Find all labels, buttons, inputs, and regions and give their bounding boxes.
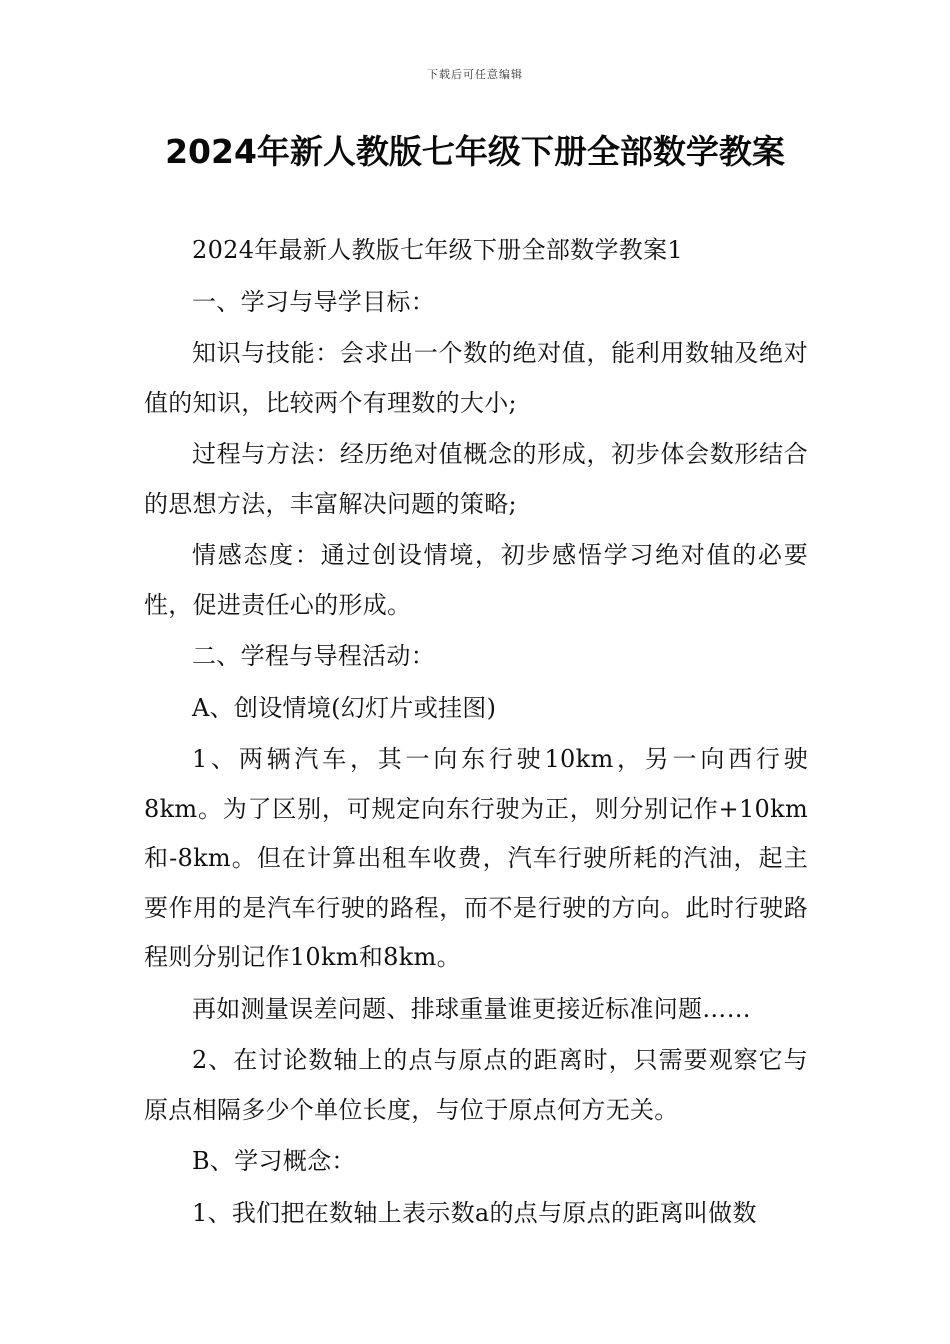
paragraph-example-more: 再如测量误差问题、排球重量谁更接近标准问题…… — [192, 994, 751, 1023]
paragraph-definition: 1、我们把在数轴上表示数a的点与原点的距离叫做数 — [192, 1198, 757, 1227]
paragraph-example-cars: 1、两辆汽车，其一向东行驶10km，另一向西行驶8km。为了区别，可规定向东行驶为正，则分别记作+10km和-8km。但在计算出租车收费，汽车行驶所耗的汽油，起主要作用的是汽车行驶的路程，而不是行驶的方向。此时行驶路程则分别记作10km和8km。 — [144, 745, 808, 971]
paragraph-subtitle: 2024年最新人教版七年级下册全部数学教案1 — [192, 236, 683, 264]
paragraph-section-heading: 二、学程与导程活动： — [192, 642, 435, 670]
header-note: 下载后可任意编辑 — [427, 68, 523, 81]
paragraph-number-line: 2、在讨论数轴上的点与原点的距离时，只需要观察它与原点相隔多少个单位长度，与位于原点何方无关。 — [144, 1046, 808, 1124]
paragraph-subheading: A、创设情境(幻灯片或挂图) — [192, 693, 497, 722]
document-body — [144, 226, 808, 1240]
paragraph-process-goal: 过程与方法：经历绝对值概念的形成，初步体会数形结合的思想方法，丰富解决问题的策略; — [144, 440, 808, 518]
paragraph-subheading: B、学习概念： — [192, 1147, 356, 1175]
paragraph-section-heading: 一、学习与导学目标： — [192, 287, 435, 316]
paragraph-knowledge-goal: 知识与技能：会求出一个数的绝对值，能利用数轴及绝对值的知识，比较两个有理数的大小; — [144, 339, 808, 417]
paragraph-attitude-goal: 情感态度：通过创设情境，初步感悟学习绝对值的必要性，促进责任心的形成。 — [144, 541, 808, 619]
document-title: 2024年新人教版七年级下册全部数学教案 — [165, 132, 785, 171]
